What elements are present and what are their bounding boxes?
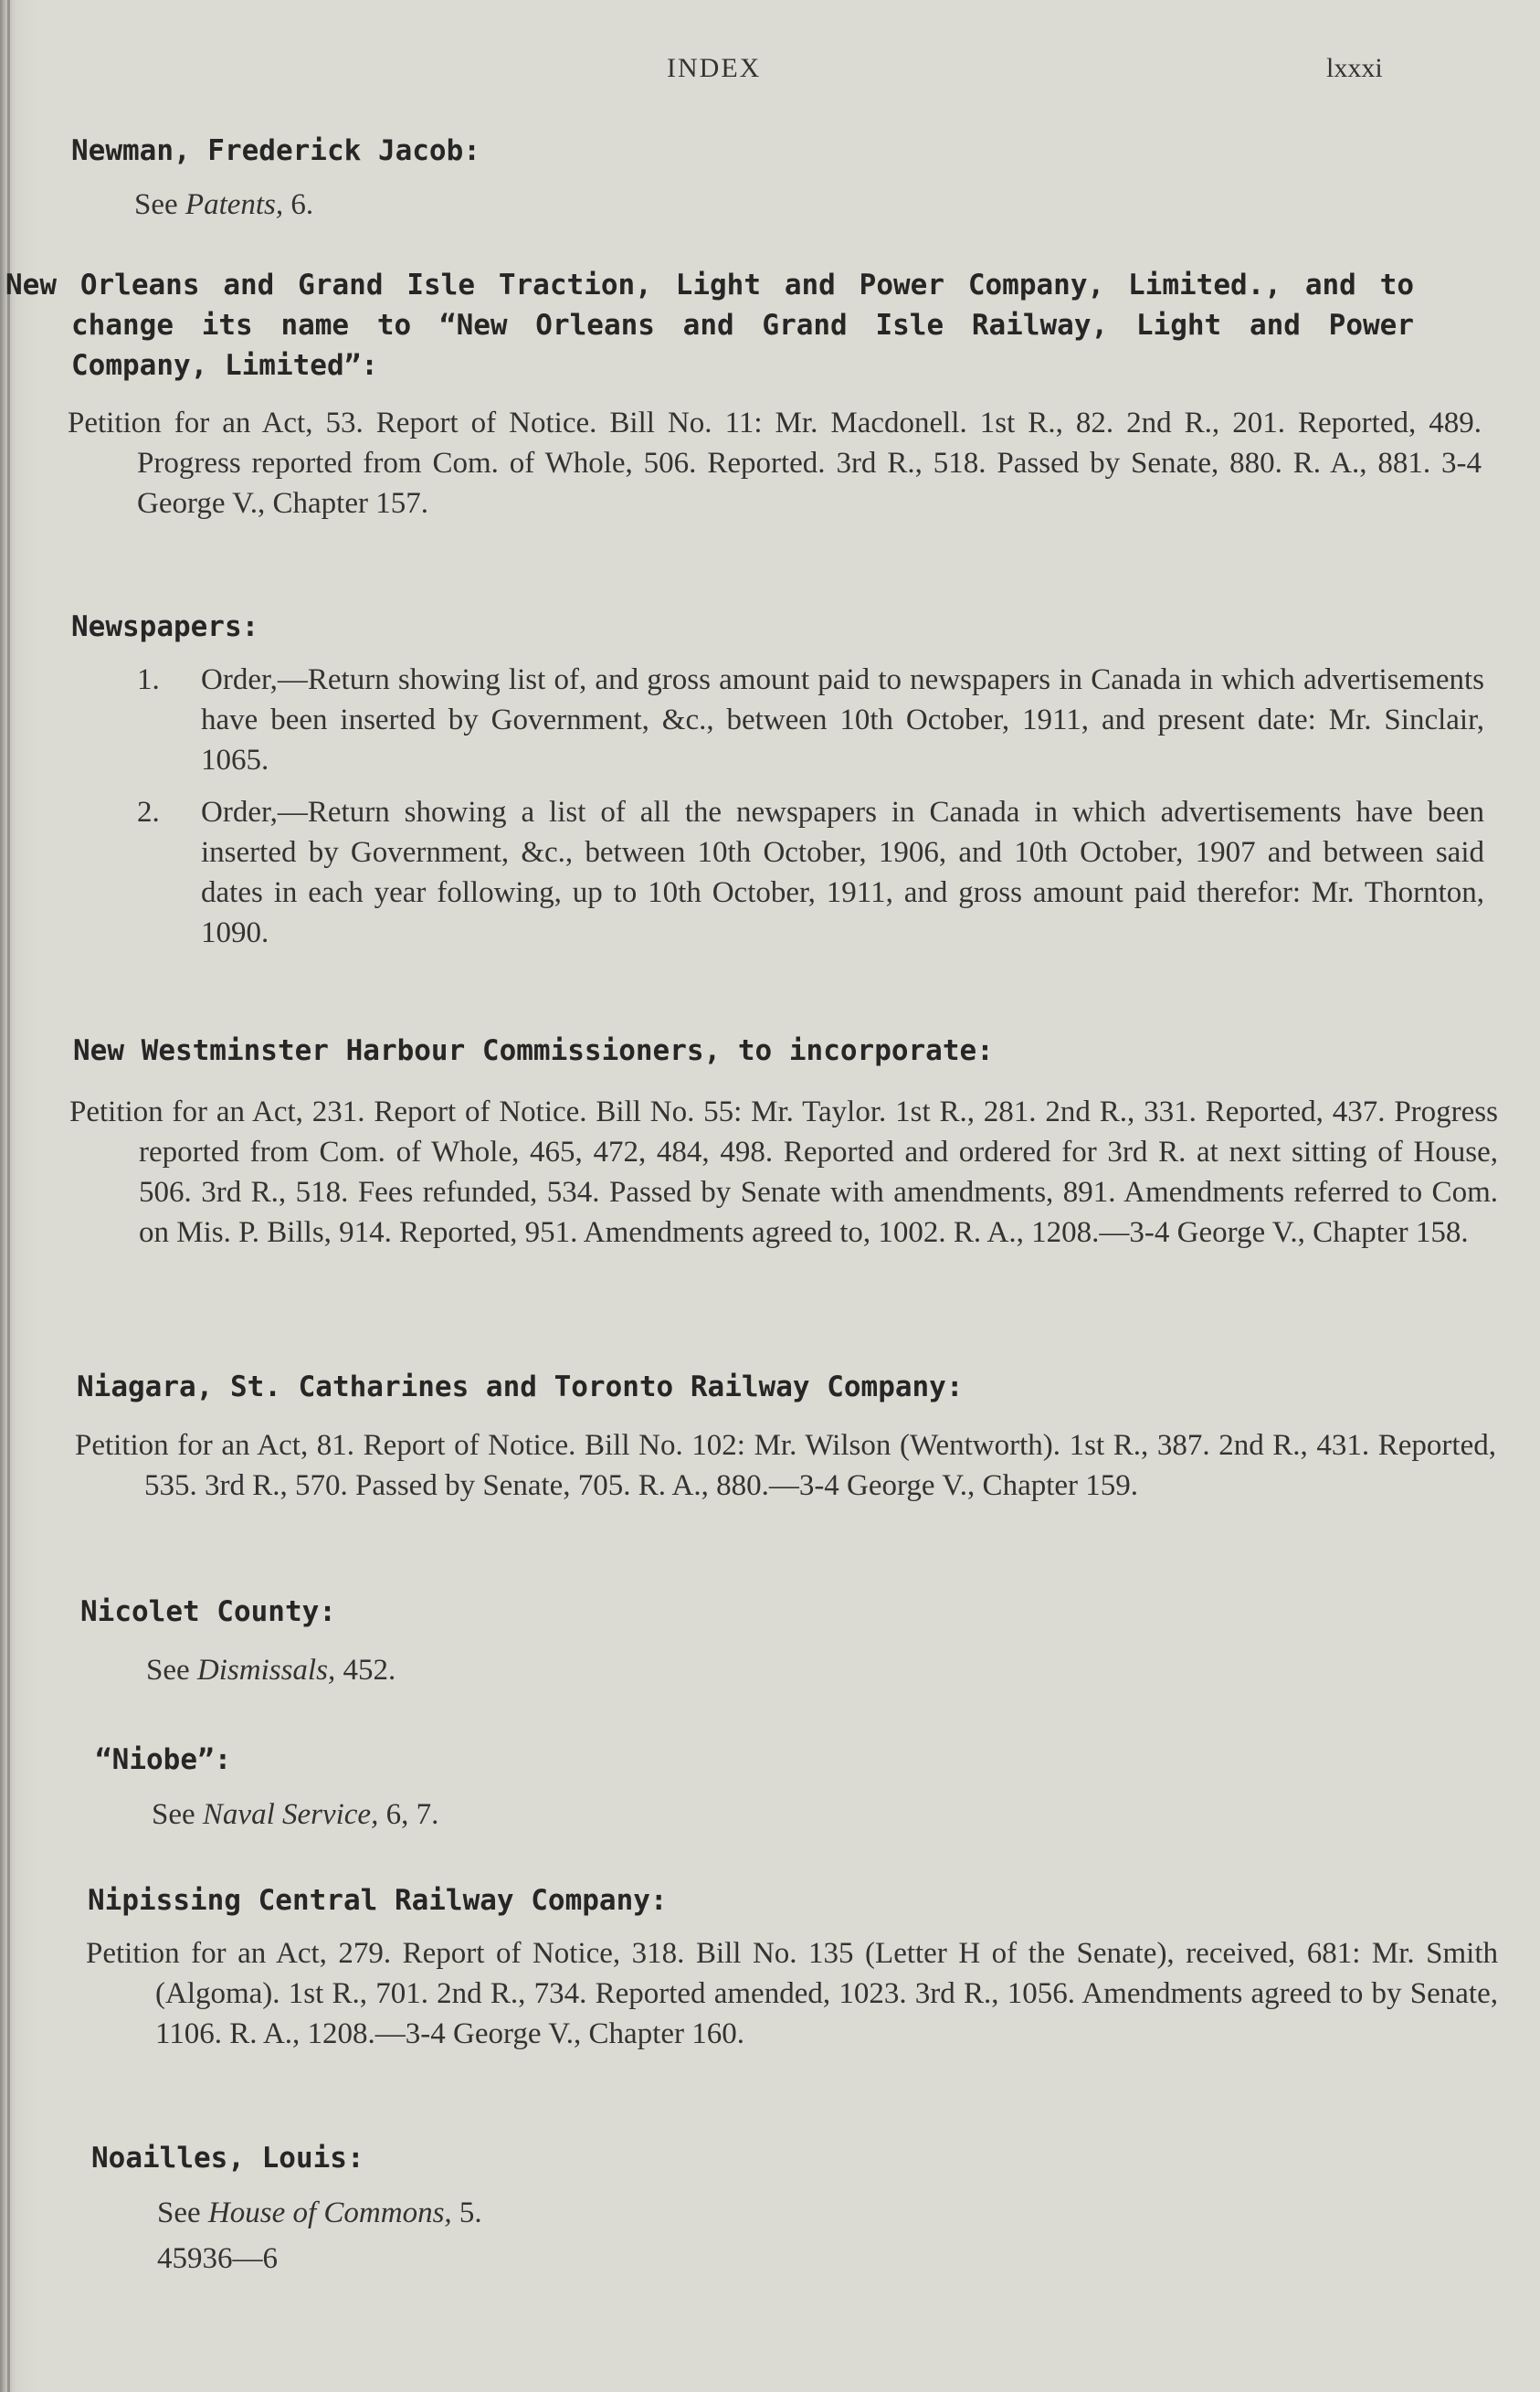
see-reference: [157, 2193, 482, 2233]
item-number: 1.: [137, 663, 160, 696]
see-reference: [152, 1794, 438, 1835]
entry-heading: Newman, Frederick Jacob:: [71, 134, 480, 167]
entry-heading: Noailles, Louis:: [91, 2142, 364, 2175]
entry-body: Petition for an Act, 231. Report of Notice. Bill No. 55: Mr. Taylor. 1st R., 281. 2nd R., 331. Reported, 437. Progress reported from Com. of Whole, 465, 472, 484, 498. Reported and ordered for 3rd R. at next sitting of House, 506. 3rd R., 518. Fees refunded, 534. Passed by Senate with amendments, 891. Amendments referred to Com. on Mis. P. Bills, 914. Reported, 951. Amendments agreed to, 1002. R. A., 1208.—3-4 George V., Chapter 158.: [69, 1095, 1498, 1249]
see-reference: [146, 1650, 396, 1690]
see-pages: 6, 7.: [378, 1798, 439, 1831]
header-title: INDEX: [667, 53, 762, 83]
numbered-item: [137, 660, 1484, 780]
entry-heading: New Orleans and Grand Isle Traction, Light and Power Company, Limited., and to change its name to “New Orleans and Grand Isle Railway, Light and Power Company, Limited”:: [5, 269, 1414, 382]
item-text: Order,—Return showing list of, and gross amount paid to newspapers in Canada in which advertisements have been inserted by Government, &c., between 10th October, 1911, and present date: Mr. Sinclair, 1065.: [201, 663, 1484, 777]
numbered-item: [137, 792, 1484, 953]
entry-body: Petition for an Act, 279. Report of Notice, 318. Bill No. 135 (Letter H of the Senate), received, 681: Mr. Smith (Algoma). 1st R., 701. 2nd R., 734. Reported amended, 1023. 3rd R., 1056. Amendments agreed to by Senate, 1106. R. A., 1208.—3-4 George V., Chapter 160.: [86, 1937, 1498, 2050]
see-prefix: See: [157, 2196, 208, 2229]
entry-heading: “Niobe”:: [95, 1743, 232, 1776]
entry-heading: Nicolet County:: [80, 1595, 336, 1628]
entry-heading: Nipissing Central Railway Company:: [88, 1884, 668, 1917]
see-prefix: See: [134, 188, 185, 221]
item-text: Order,—Return showing a list of all the newspapers in Canada in which advertisements have been inserted by Government, &c., between 10th October, 1906, and 10th October, 1907 and between said dates in each year following, up to 10th October, 1911, and gross amount paid therefor: Mr. Thornton, 1090.: [201, 796, 1484, 949]
see-target: Dismissals,: [196, 1654, 336, 1687]
see-pages: 5.: [451, 2196, 482, 2229]
entry-heading: New Westminster Harbour Commissioners, to incorporate:: [73, 1034, 994, 1067]
entry-heading: Niagara, St. Catharines and Toronto Railway Company:: [77, 1371, 964, 1403]
see-target: House of Commons,: [207, 2196, 452, 2229]
see-prefix: See: [152, 1798, 203, 1831]
see-target: Naval Service,: [202, 1798, 379, 1831]
header-page-number: lxxxi: [1326, 53, 1383, 83]
see-target: Patents,: [185, 188, 284, 221]
entry-body: Petition for an Act, 53. Report of Notice. Bill No. 11: Mr. Macdonell. 1st R., 82. 2nd R., 201. Reported, 489. Progress reported from Com. of Whole, 506. Reported. 3rd R., 518. Passed by Senate, 880. R. A., 881. 3-4 George V., Chapter 157.: [68, 407, 1482, 520]
see-pages: 452.: [335, 1654, 396, 1687]
see-pages: 6.: [283, 188, 314, 221]
item-number: 2.: [137, 796, 160, 829]
see-prefix: See: [146, 1654, 197, 1687]
signature-code: 45936—6: [157, 2242, 278, 2275]
see-reference: [134, 185, 313, 225]
entry-body: Petition for an Act, 81. Report of Notice. Bill No. 102: Mr. Wilson (Wentworth). 1st R., 387. 2nd R., 431. Reported, 535. 3rd R., 570. Passed by Senate, 705. R. A., 880.—3-4 George V., Chapter 159.: [75, 1429, 1496, 1502]
entry-heading: Newspapers:: [71, 610, 259, 643]
